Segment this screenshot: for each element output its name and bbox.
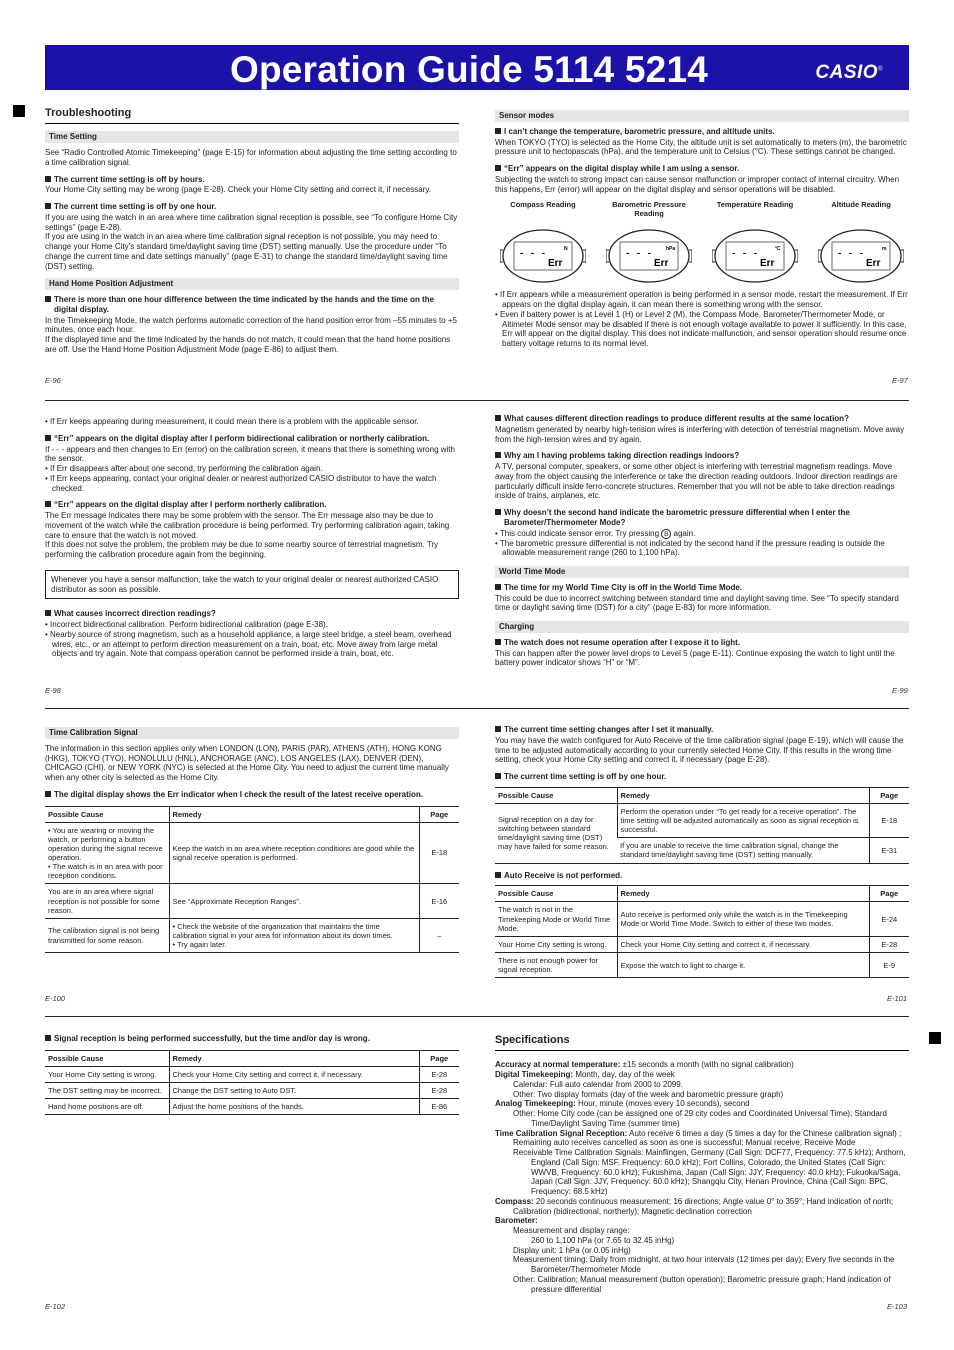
paragraph: The Err message indicates there may be some problem with the sensor. The Err message also may be due to movement of the watch while the calibration procedure is being performed. Try performing calibration again, taking care to ensure that the watch is not moved. <box>45 511 450 540</box>
square-bullet-icon <box>45 501 51 507</box>
svg-text:Err: Err <box>654 258 669 270</box>
spec-subitem: Other: Calibration; Manual measurement (button operation); Barometric pressure graph; Hand indication of pressure differential <box>513 1274 891 1294</box>
square-bullet-icon <box>495 872 501 878</box>
paragraph: In the Timekeeping Mode, the watch performs automatic correction of the hand position error from –55 minutes to +5 minutes, once each hour. <box>45 315 457 335</box>
question: The digital display shows the Err indicator when I check the result of the latest receive operation. <box>45 790 459 800</box>
page-e98 <box>45 417 459 659</box>
paragraph: This can happen after the power level drops to Level 5 (page E-11). Continue exposing the watch to light until the battery power indicator shows “H” or “M”. <box>495 648 895 668</box>
bullet-item: • Incorrect bidirectional calibration. Perform bidirectional calibration (page E-38). <box>45 620 328 629</box>
paragraph: The information in this section applies only when LONDON (LON), PARIS (PAR), ATHENS (ATH), HONG KONG (HKG), TOKYO (TYO), HONOLULU (HNL), ANCHORAGE (ANC), LOS ANGELES (LAX), DENVER (DEN), CHICAGO (CHI), or NEW YORK (NYC) is selected at the Home City. You need to adjust the current time manually when any other city is selected as the Home City. <box>45 743 449 782</box>
svg-text:- - -: - - - <box>837 249 865 260</box>
square-bullet-icon <box>495 773 501 779</box>
paragraph: If - - - appears and then changes to Err (error) on the calibration screen, it means that there is something wrong with the sensor. <box>45 444 455 464</box>
watch-display-icon <box>606 226 692 286</box>
square-bullet-icon <box>495 452 501 458</box>
page-number: E-103 <box>887 1302 908 1311</box>
bullet-item: • This could indicate sensor error. Try pressing B again. <box>495 528 696 538</box>
section-title: Specifications <box>495 1034 909 1051</box>
page-e103 <box>495 1034 909 1294</box>
err-display-diagrams <box>495 200 909 286</box>
barometric-pressure-reading-diagram: Barometric Pressure Reading - - - Err hPa <box>601 200 697 286</box>
spec-subitem: Other: Home City code (can be assigned one of 29 city codes and Coordinated Universal Time); Standard Time/Daylight Saving Time (summer time) <box>513 1109 887 1128</box>
page-number: E-100 <box>45 994 66 1003</box>
spec-item: Accuracy at normal temperature: ±15 seconds a month (with no signal calibration) <box>495 1060 794 1070</box>
subsection-band: Charging <box>495 621 909 633</box>
question: The current time setting is off by one hour. <box>45 202 459 212</box>
page-divider <box>45 708 909 709</box>
compass-reading-diagram: Compass Reading - - - Err N <box>495 200 591 286</box>
square-bullet-icon <box>45 435 51 441</box>
paragraph: If you are using the watch in an area where time calibration signal reception is possible, see “To configure Home City settings” (page E-28). <box>45 212 458 232</box>
spec-subitem: Other: Two display formats (day of the week and barometric pressure graph) <box>513 1089 784 1099</box>
page-number: E-97 <box>892 376 908 385</box>
paragraph: If you are using in the watch in an area where time calibration signal reception is not possible, you may need to change your Home City’s standard time/daylight saving time (DST) setting manually. Use the procedure under “To change the current time and date settings manually” (page E-31) to change the standard time/daylight saving time (DST) setting. <box>45 232 448 271</box>
page-tab-marker <box>929 1032 941 1044</box>
square-bullet-icon <box>45 296 51 302</box>
page-e100 <box>45 723 459 957</box>
temperature-reading-diagram: Temperature Reading - - - Err °C <box>707 200 803 286</box>
question: What causes incorrect direction readings? <box>45 609 459 619</box>
paragraph: A TV, personal computer, speakers, or some other object is interfering with terrestrial magnetism readings. Move away from the object causing the interference or take the direction reading outdoors. Indoor direction readings are particularly difficult inside ferro-concrete structures. Remember that you will not be able to take direction readings inside of trains, airplanes, etc. <box>495 462 898 501</box>
guide-title: Operation Guide 5114 5214 <box>230 49 708 90</box>
question: Why doesn’t the second hand indicate the barometric pressure differential when I enter the Barometer/Thermometer Mode? <box>495 508 909 528</box>
question: There is more than one hour difference between the time indicated by the hands and the time on the digital display. <box>45 295 459 315</box>
bullet-item: • Nearby source of strong magnetism, such as a household appliance, a large steel bridge, a steel beam, overhead wires, etc., or an attempt to perform direction measurement on a train, boat, etc. Move away from large metal objects and try again. Note that compass operation cannot be performed inside a train, boat, etc. <box>45 629 452 659</box>
spec-subitem: 260 to 1,100 hPa (or 7.65 to 32.45 inHg) <box>531 1235 675 1245</box>
bullet-item: • If Err keeps appearing, contact your original dealer or nearest authorized CASIO distributor to have the watch checked. <box>45 473 437 493</box>
table-row: The calibration signal is not being transmitted for some reason. • Check the website of the organization that maintains the time calibration signal in your area for information about its down times. • Try again later. – <box>45 918 459 952</box>
svg-text:Err: Err <box>866 258 881 270</box>
page-number: E-102 <box>45 1302 66 1311</box>
svg-text:hPa: hPa <box>666 246 676 253</box>
troubleshooting-table: Possible Cause Remedy Page • You are wearing or moving the watch, or performing a button operation during the signal receive operation. • The watch is in an area with poor reception conditions. Keep the watch in an area where reception conditions are good while the signal receive operation is performed. E-18 You are in an area where signal reception is not possible for some reason. See “Approximate Reception Ranges”. E-16 The calibration signal is not being transmitted for some reason. • Check the website of the organization that maintains the time calibration signal in your area for information about its down times. • Try again later. – <box>45 806 459 954</box>
square-bullet-icon <box>45 791 51 797</box>
svg-text:N: N <box>564 246 568 253</box>
watch-display-icon <box>500 226 586 286</box>
square-bullet-icon <box>495 726 501 732</box>
question: What causes different direction readings to produce different results at the same location? <box>495 414 909 424</box>
table-row: The watch is not in the Timekeeping Mode or World Time Mode. Auto receive is performed only while the watch is in the Timekeeping Mode or World Time Mode. Switch to either of these two modes. E-24 <box>495 902 909 936</box>
spec-subitem: Calendar: Full auto calendar from 2000 to 2099. <box>513 1079 683 1089</box>
troubleshooting-table: Possible Cause Remedy Page Signal reception on a day for switching between standard time/daylight saving time (DST) may have failed for some reason. Perform the operation under “To get ready for a receive operation”. The time setting will be adjusted automatically as soon as signal reception is successful. E-18 If you are unable to receive the time calibration signal, change the standard time/daylight saving time (DST) setting manually. E-31 <box>495 787 909 864</box>
table-row: There is not enough power for signal reception. Expose the watch to light to charge it. E-9 <box>495 953 909 978</box>
svg-text:°C: °C <box>775 246 781 253</box>
subsection-band: Hand Home Position Adjustment <box>45 278 459 290</box>
table-row: • You are wearing or moving the watch, or performing a button operation during the signal receive operation. • The watch is in an area with poor reception conditions. Keep the watch in an area where reception conditions are good while the signal receive operation is performed. E-18 <box>45 822 459 884</box>
square-bullet-icon <box>495 584 501 590</box>
square-bullet-icon <box>495 509 501 515</box>
page-divider <box>45 400 909 401</box>
page-e101 <box>495 725 909 982</box>
square-bullet-icon <box>495 415 501 421</box>
table-row: Signal reception on a day for switching between standard time/daylight saving time (DST) may have failed for some reason. Perform the operation under “To get ready for a receive operation”. The time setting will be adjusted automatically as soon as signal reception is successful. E-18 <box>495 803 909 837</box>
table-row: If you are unable to receive the time calibration signal, change the standard time/daylight saving time (DST) setting manually. E-31 <box>495 838 909 863</box>
altitude-reading-diagram: Altitude Reading - - - Err m <box>813 200 909 286</box>
question: Why am I having problems taking direction readings indoors? <box>495 451 909 461</box>
subsection-band: Sensor modes <box>495 110 909 122</box>
notice-box: Whenever you have a sensor malfunction, take the watch to your original dealer or nearest authorized CASIO distributor as soon as possible. <box>45 570 459 600</box>
troubleshooting-table: Possible Cause Remedy Page The watch is not in the Timekeeping Mode or World Time Mode. Auto receive is performed only while the watch is in the Timekeeping Mode or World Time Mode. Switch to either of these two modes. E-24 Your Home City setting is wrong. Check your Home City setting and correct it, if necessary. E-28 There is not enough power for signal reception. Expose the watch to light to charge it. E-9 <box>495 885 909 978</box>
spec-subitem: Receivable Time Calibration Signals: Mainflingen, Germany (Call Sign: DCF77, Frequency: 77.5 kHz); Anthorn, England (Call Sign: MSF, Frequency: 60.0 kHz); Fort Collins, Colorado, the United States (Call Sign: WWVB, Frequency: 60.0 kHz); Fukushima, Japan (Call Sign: JJY, Frequency: 40.0 kHz); Fukuoka/Saga, Japan (Call Sign: JJY, Frequency: 60.0 kHz); Shangqiu City, Henan Province, China (Call Sign: BPC, Frequency: 68.5 kHz) <box>513 1148 906 1197</box>
table-row: The DST setting may be incorrect. Change the DST setting to Auto DST. E-28 <box>45 1083 459 1099</box>
question: The watch does not resume operation after I expose it to light. <box>495 638 909 648</box>
square-bullet-icon <box>45 176 51 182</box>
table-row: Your Home City setting is wrong. Check your Home City setting and correct it, if necessary. E-28 <box>45 1066 459 1082</box>
page-number: E-99 <box>892 686 908 695</box>
subsection-band: Time Calibration Signal <box>45 727 459 739</box>
question: The current time setting changes after I set it manually. <box>495 725 909 735</box>
spec-subitem: Display unit: 1 hPa (or 0.05 inHg) <box>513 1245 631 1255</box>
bullet-item: • If Err keeps appearing during measurement, it could mean there is a problem with the applicable sensor. <box>45 417 419 426</box>
square-bullet-icon <box>45 203 51 209</box>
paragraph: If this does not solve the problem, the problem may be due to some nearby source of terrestrial magnetism. Try performing the calibration procedure again from the beginning. <box>45 540 439 559</box>
spec-item: Analog Timekeeping: Hour, minute (moves every 10 seconds), second <box>495 1099 750 1109</box>
question: Signal reception is being performed successfully, but the time and/or day is wrong. <box>45 1034 459 1044</box>
paragraph: Your Home City setting may be wrong (page E-28). Check your Home City setting and correct it, if necessary. <box>45 185 431 195</box>
paragraph: This could be due to incorrect switching between standard time and daylight saving time. See “To specify standard time or daylight saving time (DST) for a city” (page E-83) for more information. <box>495 593 899 613</box>
page-number: E-96 <box>45 376 61 385</box>
square-bullet-icon <box>495 165 501 171</box>
spec-item: Compass: 20 seconds continuous measurement; 16 directions; Angle value 0° to 359°; Hand indication of north; Calibration (bidirectional, northerly); Magnetic declination correction <box>495 1196 894 1216</box>
question: “Err” appears on the digital display after I perform bidirectional calibration or northerly calibration. <box>45 434 459 444</box>
subsection-band: World Time Mode <box>495 566 909 578</box>
table-row: Hand home positions are off. Adjust the home positions of the hands. E-86 <box>45 1099 459 1115</box>
b-button-icon: B <box>661 529 671 539</box>
subsection-band: Time Setting <box>45 131 459 143</box>
paragraph: Subjecting the watch to strong impact can cause sensor malfunction or improper contact of internal circuitry. When this happens, Err (error) will appear on the digital display and sensor operations will be disabled. <box>495 174 900 194</box>
watch-display-icon <box>818 226 904 286</box>
page-e99 <box>495 414 909 668</box>
square-bullet-icon <box>45 1035 51 1041</box>
paragraph: If the displayed time and the time indicated by the hands do not match, it could mean that the hand home positions are off. Use the Hand Home Position Adjustment Mode (page E-86) to adjust them. <box>45 335 451 354</box>
svg-text:- - -: - - - <box>625 249 653 260</box>
section-title: Troubleshooting <box>45 107 459 124</box>
page-e97 <box>495 110 909 349</box>
table-row: You are in an area where signal reception is not possible for some reason. See “Approximate Reception Ranges”. E-16 <box>45 884 459 918</box>
spec-item: Barometer: <box>495 1216 538 1226</box>
spec-item: Time Calibration Signal Reception: Auto receive 6 times a day (5 times a day for the Chinese calibration signal) ; Remaining auto receives cancelled as soon as one is successful; Manual receive; Receive Mode <box>495 1128 902 1148</box>
spec-subitem: Measurement and display range: <box>513 1226 630 1236</box>
svg-text:Err: Err <box>548 258 563 270</box>
page-tab-marker <box>13 105 25 117</box>
table-row: Your Home City setting is wrong. Check your Home City setting and correct it, if necessary. E-28 <box>495 936 909 952</box>
square-bullet-icon <box>495 639 501 645</box>
paragraph: Magnetism generated by nearby high-tension wires is interfering with detection of terrestrial magnetism. Move away from the high-tension wires and try again. <box>495 424 905 444</box>
page-divider <box>45 1016 909 1017</box>
svg-text:Err: Err <box>760 258 775 270</box>
page-e102 <box>45 1034 459 1119</box>
page-e96 <box>45 107 459 355</box>
guide-header <box>45 45 909 90</box>
paragraph: You may have the watch configured for Auto Receive of the time calibration signal (page E-19), which will cause the time to be adjusted automatically according to your currently selected Home City. If this results in the wrong time setting, check your Home City setting and correct it, if necessary (page E-28). <box>495 735 904 765</box>
troubleshooting-table: Possible Cause Remedy Page Your Home City setting is wrong. Check your Home City setting and correct it, if necessary. E-28 The DST setting may be incorrect. Change the DST setting to Auto DST. E-28 Hand home positions are off. Adjust the home positions of the hands. E-86 <box>45 1050 459 1116</box>
question: “Err” appears on the digital display while I am using a sensor. <box>495 164 909 174</box>
question: “Err” appears on the digital display after I perform northerly calibration. <box>45 500 459 510</box>
spec-subitem: Measurement timing: Daily from midnight, at two hour intervals (12 times per day); Every five seconds in the Barometer/Thermometer Mode <box>513 1255 895 1275</box>
square-bullet-icon <box>495 128 501 134</box>
watch-display-icon <box>712 226 798 286</box>
question: I can’t change the temperature, barometric pressure, and altitude units. <box>495 127 909 137</box>
bullet-item: • If Err appears while a measurement operation is being performed in a sensor mode, restart the measurement. If Err appears on the digital display again, it can mean there is something wrong with the sensor. <box>495 290 908 309</box>
svg-text:m: m <box>882 246 887 253</box>
bullet-item: • The barometric pressure differential is not indicated by the second hand if the pressure reading is outside the allowable measurement range (260 to 1,100 hPa). <box>495 538 885 558</box>
bullet-item: • Even if battery power is at Level 1 (H) or Level 2 (M), the Compass Mode, Barometer/Thermometer Mode, or Altimeter Mode sensor may be disabled if there is not enough voltage available to power it sufficiently. In this case, Err will appear on the digital display. This does not indicate malfunction, and sensor operation should resume once battery voltage returns to its normal level. <box>495 309 907 348</box>
question: The current time setting is off by hours. <box>45 175 459 185</box>
casio-logo: CASIO® <box>815 62 883 83</box>
question: The time for my World Time City is off in the World Time Mode. <box>495 583 909 593</box>
question: The current time setting is off by one hour. <box>495 772 909 782</box>
bullet-item: • If Err disappears after about one second, try performing the calibration again. <box>45 464 323 473</box>
spec-item: Digital Timekeeping: Month, day, day of the week <box>495 1070 675 1080</box>
paragraph: When TOKYO (TYO) is selected as the Home City, the altitude unit is set automatically to meters (m), the barometric pressure unit to hectopascals (hPa), and the temperature unit to Celsius (°C). These settings cannot be changed. <box>495 137 907 157</box>
svg-text:- - -: - - - <box>731 249 759 260</box>
page-number: E-98 <box>45 686 61 695</box>
square-bullet-icon <box>45 610 51 616</box>
question: Auto Receive is not performed. <box>495 871 909 881</box>
paragraph: See “Radio Controlled Atomic Timekeeping” (page E-15) for information about adjusting the time setting according to a time calibration signal. <box>45 148 457 167</box>
page-number: E-101 <box>887 994 908 1003</box>
svg-text:- - -: - - - <box>519 249 547 260</box>
